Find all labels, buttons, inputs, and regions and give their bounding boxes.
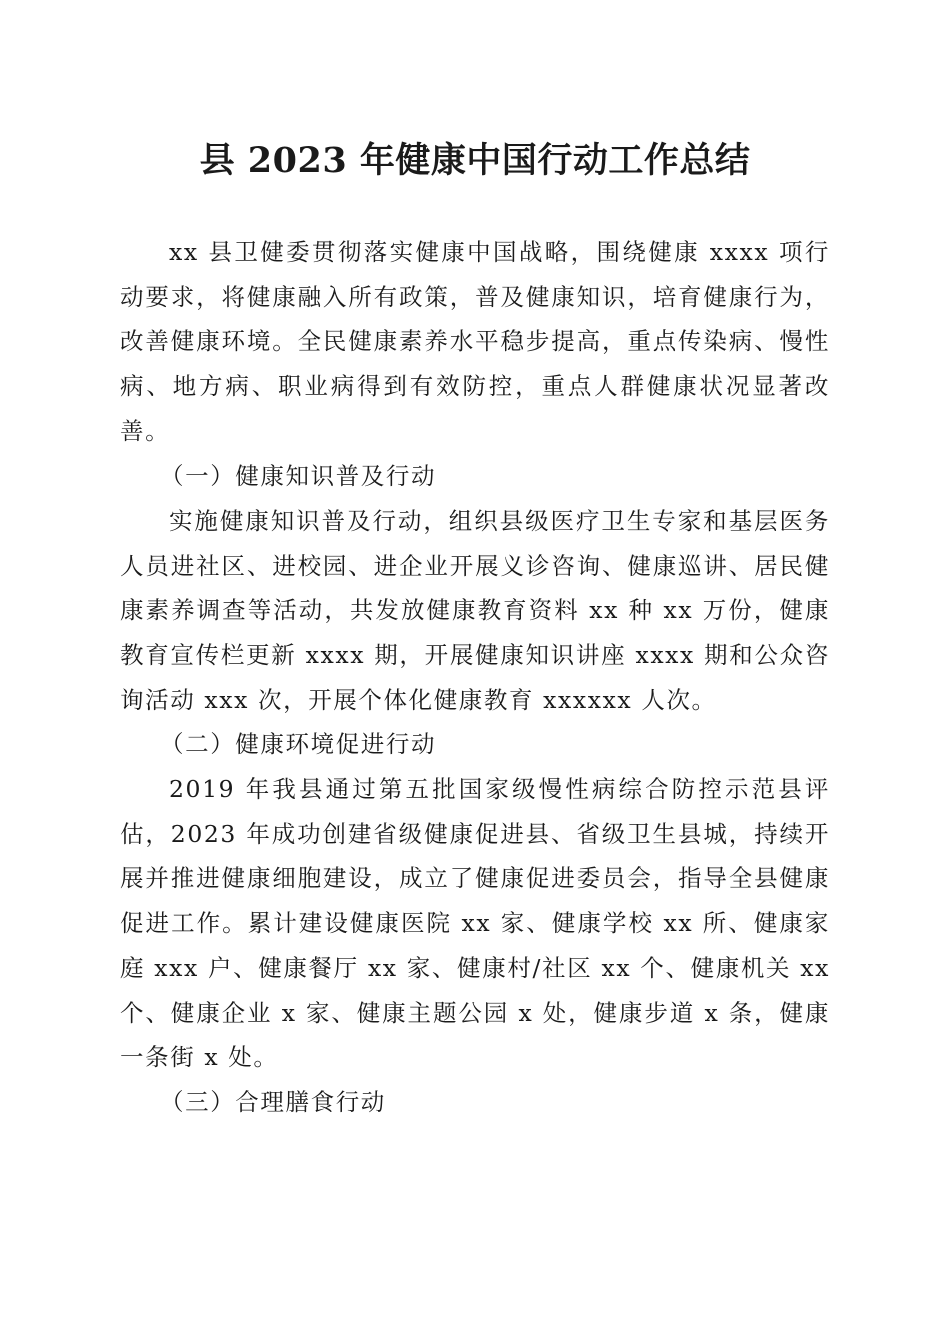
document-title: 县 2023 年健康中国行动工作总结 — [199, 140, 751, 181]
section-heading-environment: （二）健康环境促进行动 — [160, 730, 437, 758]
section-heading-knowledge: （一）健康知识普及行动 — [160, 462, 437, 490]
section-paragraph-environment: 2019 年我县通过第五批国家级慢性病综合防控示范县评估，2023 年成功创建省级健康促进县、省级卫生县城，持续开展并推进健康细胞建设，成立了健康促进委员会，指导全县健康促进工作。累计建设健康医院 xx 家、健康学校 xx 所、健康家庭 xxx 户、健康餐厅 xx 家、健康村/社区 xx 个、健康机关 xx 个、健康企业 x 家、健康主题公园 x 处，健康步道 x 条，健康一条街 x 处。 — [120, 775, 830, 1072]
section-heading-diet: （三）合理膳食行动 — [160, 1088, 386, 1116]
section-paragraph-knowledge: 实施健康知识普及行动，组织县级医疗卫生专家和基层医务人员进社区、进校园、进企业开展义诊咨询、健康巡讲、居民健康素养调查等活动，共发放健康教育资料 xx 种 xx 万份，健康教育宣传栏更新 xxxx 期，开展健康知识讲座 xxxx 期和公众咨询活动 xxx 次，开展个体化健康教育 xxxxxx 人次。 — [120, 507, 830, 714]
intro-paragraph: xx 县卫健委贯彻落实健康中国战略，围绕健康 xxxx 项行动要求，将健康融入所有政策，普及健康知识，培育健康行为，改善健康环境。全民健康素养水平稳步提高，重点传染病、慢性病、地方病、职业病得到有效防控，重点人群健康状况显著改善。 — [120, 238, 830, 445]
